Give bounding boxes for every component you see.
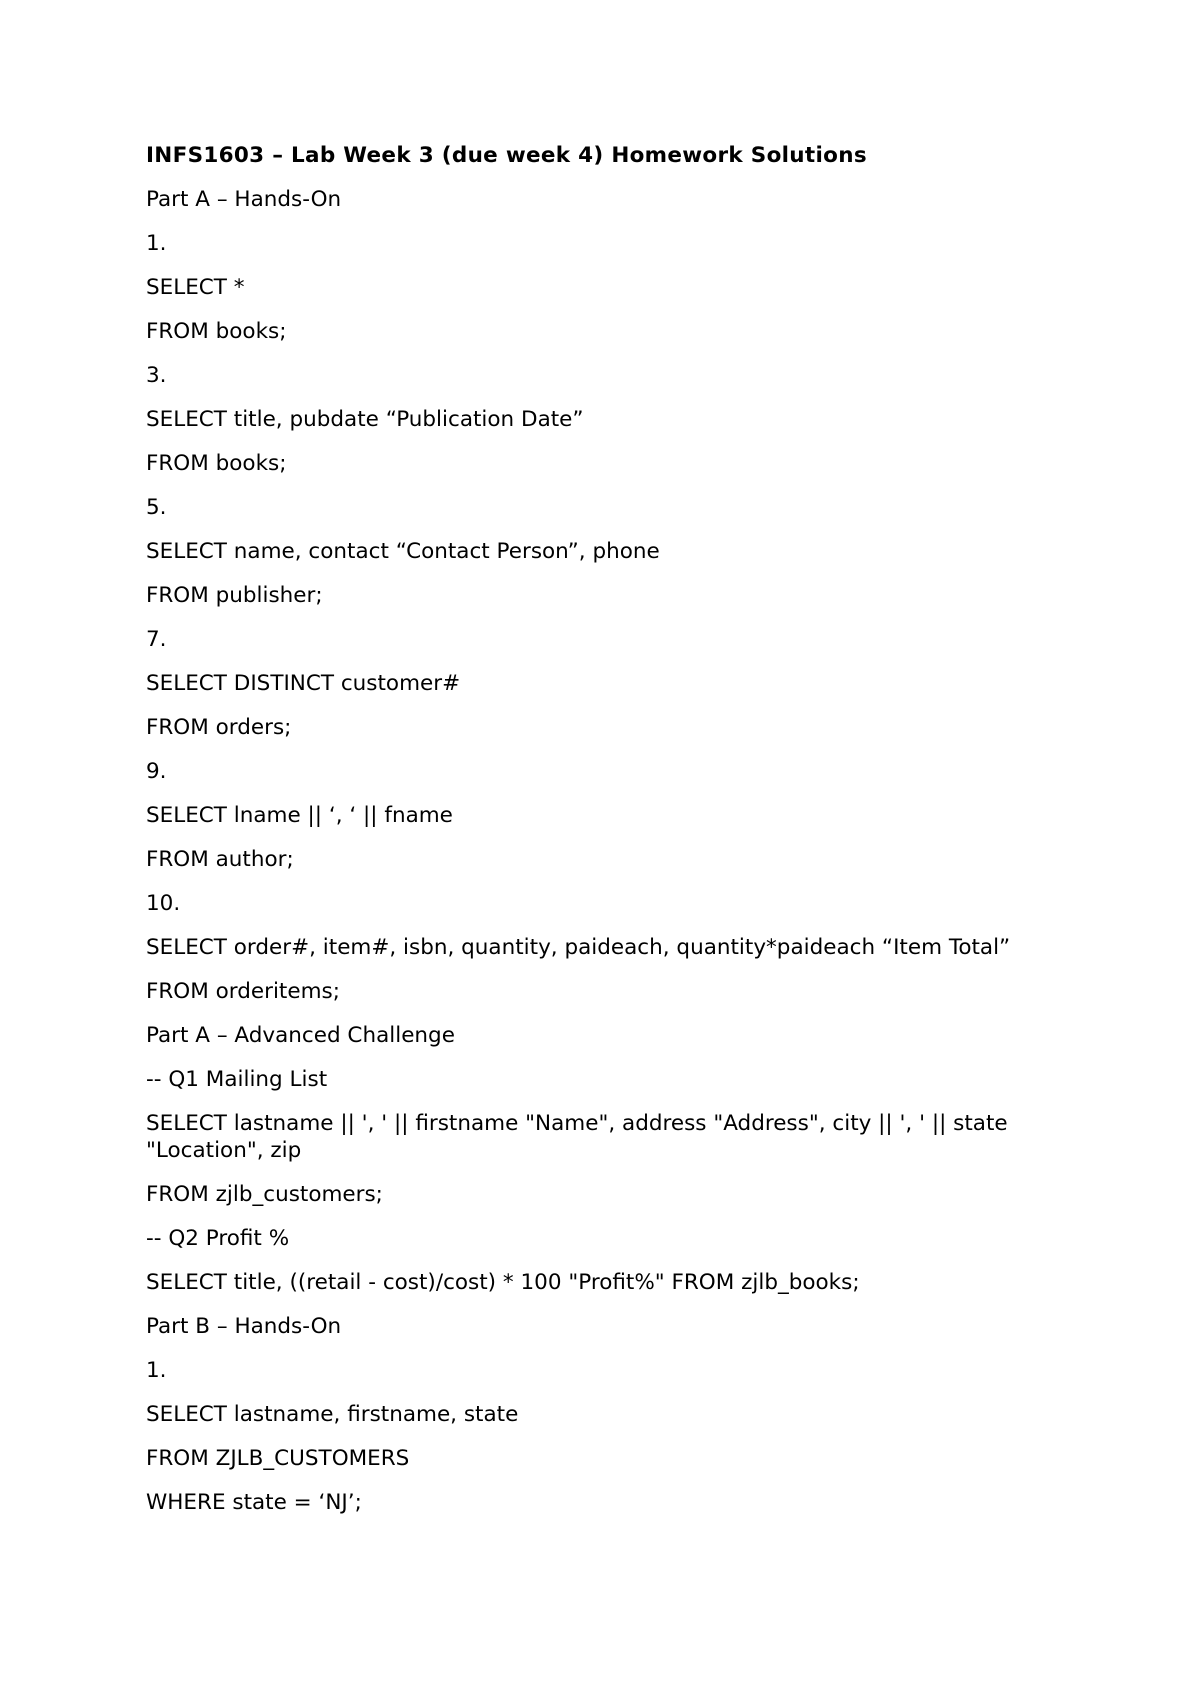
sql-line: SELECT lastname, firstname, state — [146, 1402, 519, 1427]
sql-line: FROM publisher; — [146, 583, 323, 608]
sql-comment: -- Q1 Mailing List — [146, 1067, 328, 1092]
question-number: 10. — [146, 891, 181, 916]
question-number: 9. — [146, 759, 167, 784]
sql-line: FROM ZJLB_CUSTOMERS — [146, 1446, 410, 1471]
section-heading-part-a: Part A – Hands-On — [146, 187, 342, 212]
sql-line: WHERE state = ‘NJ’; — [146, 1490, 362, 1515]
sql-line: SELECT title, pubdate “Publication Date” — [146, 407, 584, 432]
section-heading-advanced: Part A – Advanced Challenge — [146, 1023, 455, 1048]
sql-comment: -- Q2 Profit % — [146, 1226, 290, 1251]
question-number: 1. — [146, 1358, 167, 1383]
sql-line: SELECT order#, item#, isbn, quantity, paideach, quantity*paideach “Item Total” — [146, 935, 1011, 960]
sql-line: SELECT title, ((retail - cost)/cost) * 100 "Profit%" FROM zjlb_books; — [146, 1270, 860, 1295]
sql-line: FROM orderitems; — [146, 979, 340, 1004]
sql-line: FROM books; — [146, 451, 287, 476]
sql-line: FROM orders; — [146, 715, 292, 740]
sql-line: SELECT lname || ‘, ‘ || fname — [146, 803, 453, 828]
sql-line: FROM author; — [146, 847, 294, 872]
question-number: 5. — [146, 495, 167, 520]
document-page — [146, 142, 1066, 1533]
section-heading-part-b: Part B – Hands-On — [146, 1314, 342, 1339]
question-number: 3. — [146, 363, 167, 388]
sql-line: FROM zjlb_customers; — [146, 1182, 383, 1207]
question-number: 1. — [146, 231, 167, 256]
sql-line: FROM books; — [146, 319, 287, 344]
sql-line: SELECT name, contact “Contact Person”, phone — [146, 539, 660, 564]
question-number: 7. — [146, 627, 167, 652]
sql-line: SELECT lastname || ', ' || firstname "Name", address "Address", city || ', ' || state "Location", zip — [146, 1111, 1008, 1163]
sql-line: SELECT * — [146, 275, 245, 300]
document-title: INFS1603 – Lab Week 3 (due week 4) Homework Solutions — [146, 143, 867, 168]
sql-line: SELECT DISTINCT customer# — [146, 671, 461, 696]
